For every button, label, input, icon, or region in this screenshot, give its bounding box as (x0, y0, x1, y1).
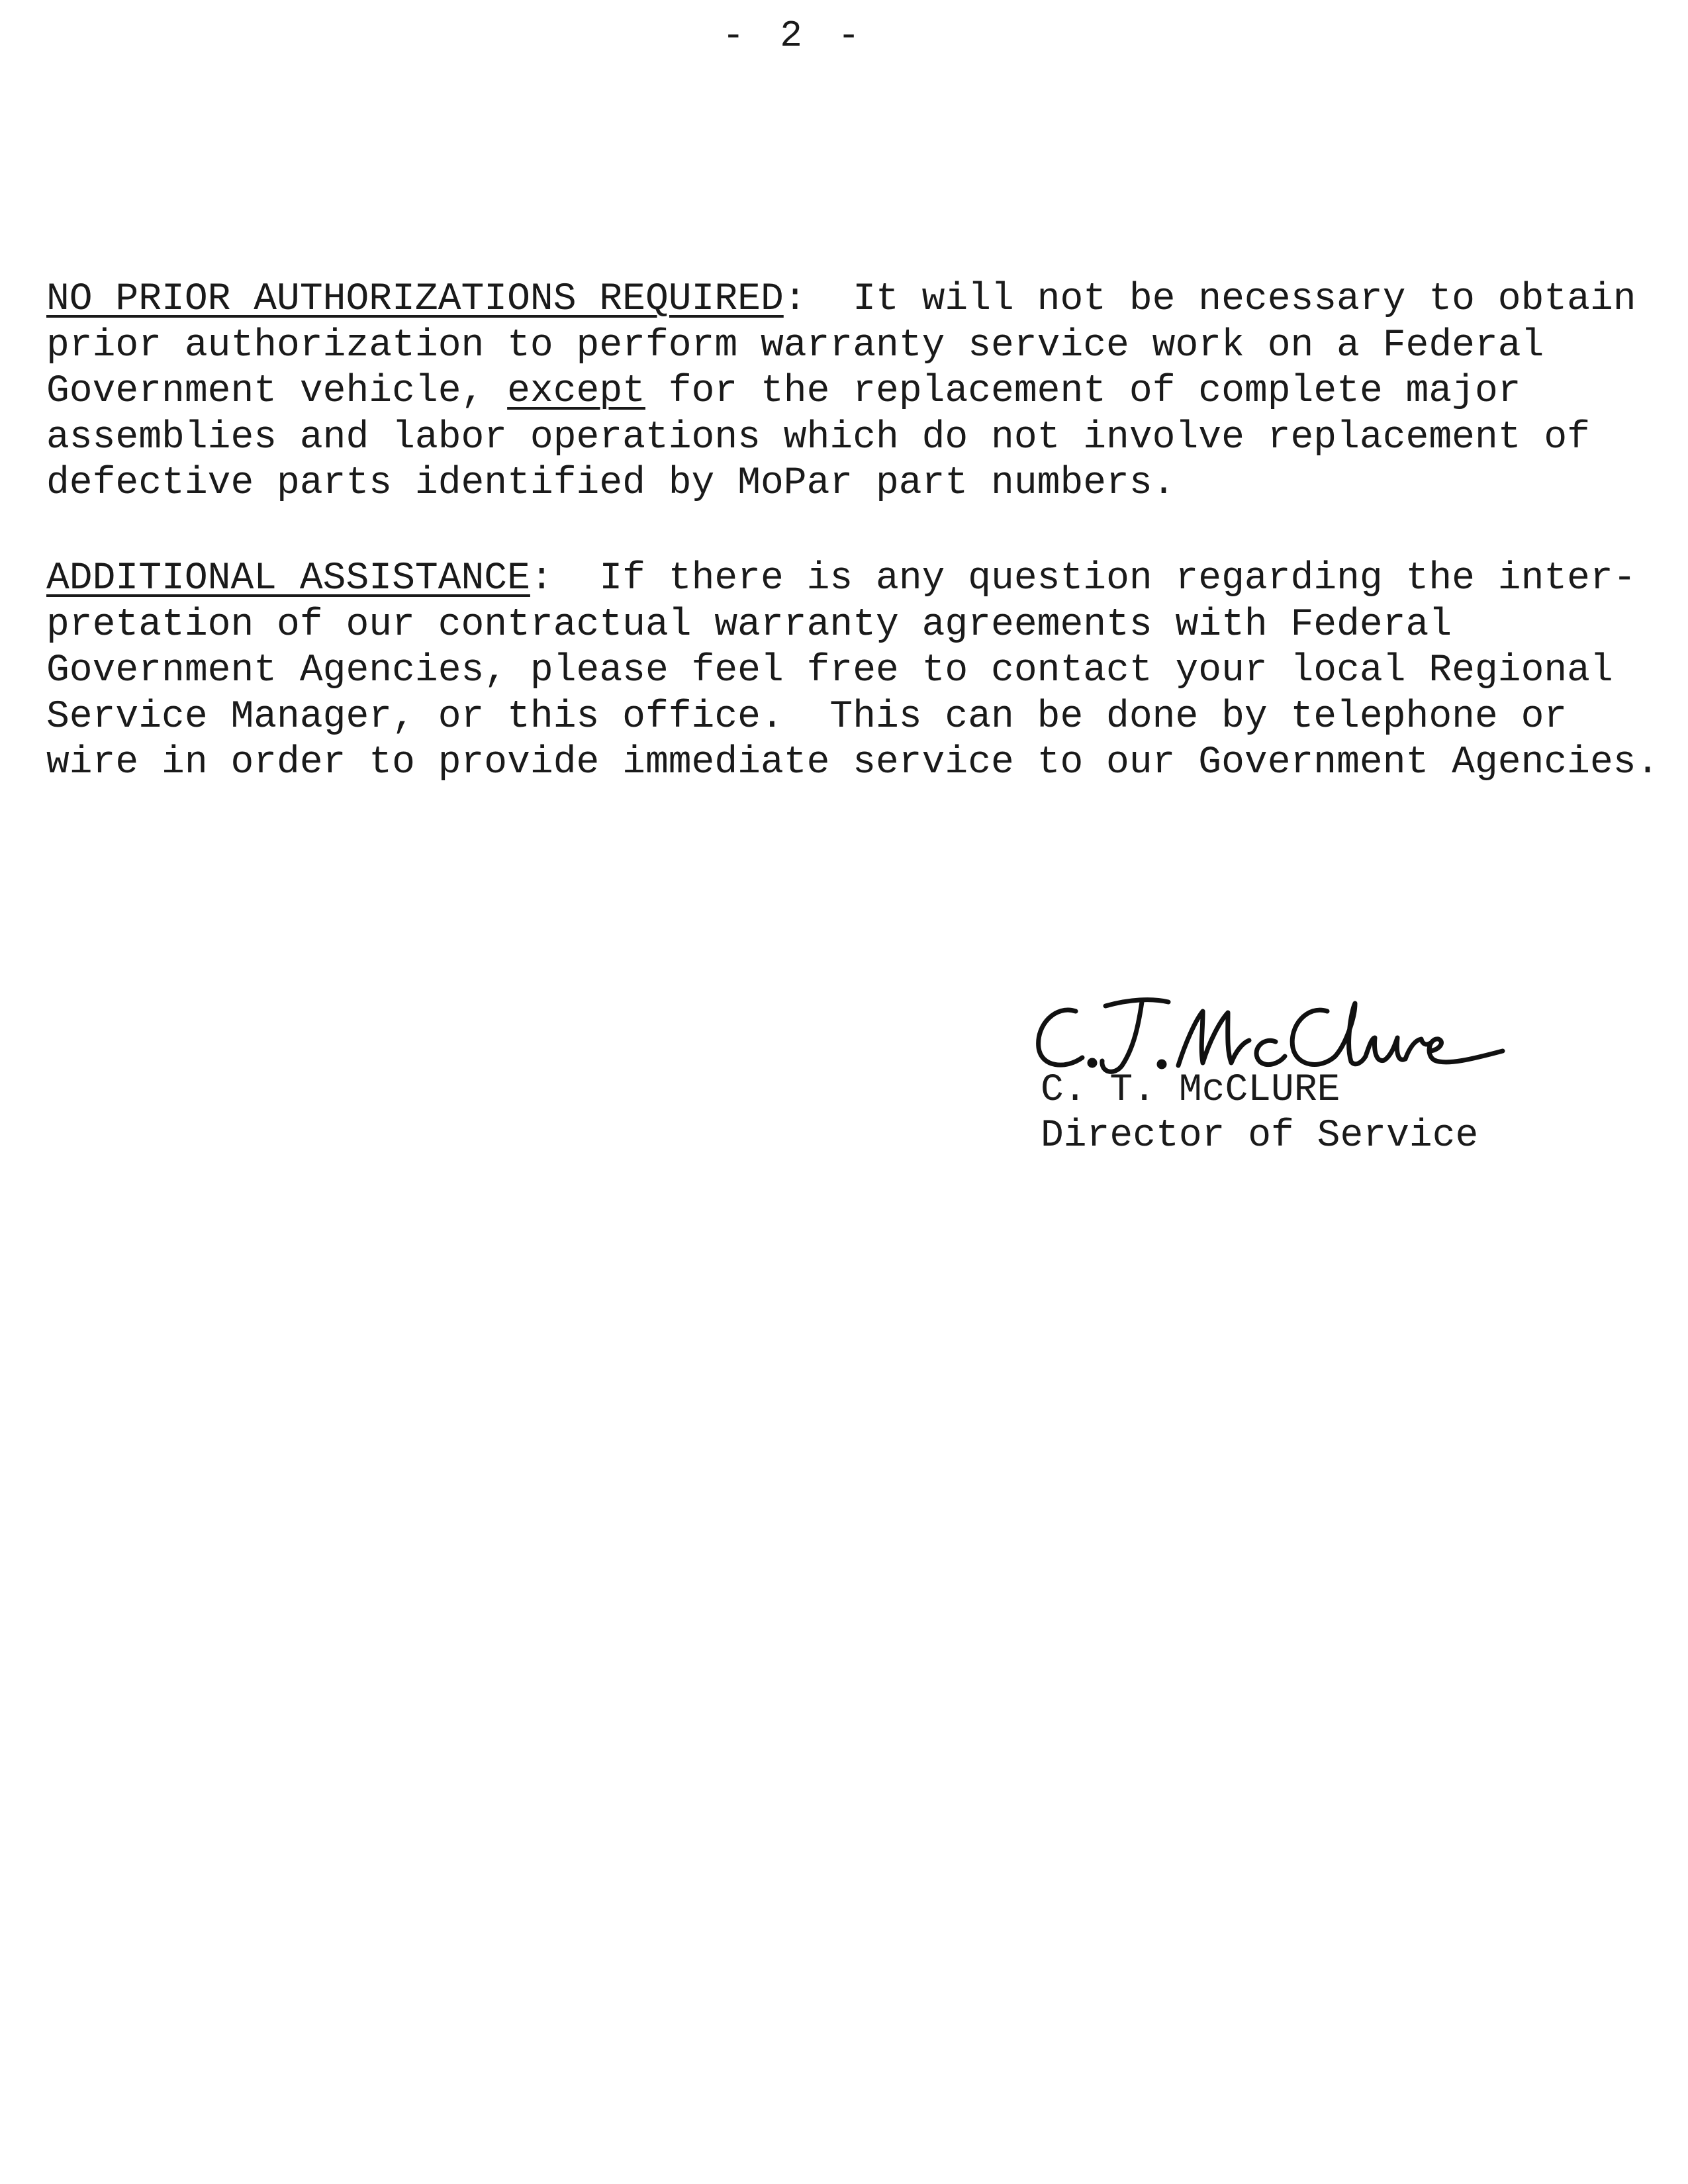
body-text: assemblies and labor operations which do not involve replacement of (46, 416, 1590, 459)
emphasis-text: except (507, 370, 645, 413)
body-text: Government vehicle, (46, 370, 508, 413)
body-text: for the replacement of complete major (645, 370, 1521, 413)
body-text: pretation of our contractual warranty agreements with Federal (46, 603, 1452, 647)
body-text: If there is any question regarding the inter- (553, 557, 1636, 600)
body-text: Service Manager, or this office. This can be done by telephone or (46, 695, 1568, 739)
body-text: defective parts identified by MoPar part numbers. (46, 462, 1176, 505)
body-text: prior authorization to perform warranty service work on a Federal (46, 324, 1544, 367)
signer-title: Director of Service (1041, 1115, 1479, 1158)
body-text: wire in order to provide immediate service to our Government Agencies. (46, 741, 1660, 784)
body-text: It will not be necessary to obtain (806, 278, 1636, 321)
handwritten-signature (1029, 985, 1506, 1077)
page-number: - 2 - (722, 15, 867, 57)
section-heading: ADDITIONAL ASSISTANCE (46, 557, 530, 600)
signer-name: C. T. McCLURE (1041, 1069, 1340, 1112)
paragraph-additional-assistance (46, 556, 1659, 786)
body-text: Government Agencies, please feel free to contact your local Regional (46, 649, 1613, 692)
heading-colon: : (783, 278, 807, 321)
section-heading: NO PRIOR AUTHORIZATIONS REQUIRED (46, 278, 784, 321)
heading-colon: : (530, 557, 553, 600)
paragraph-no-prior-authorizations (46, 277, 1636, 507)
signature-block (1041, 1068, 1478, 1159)
